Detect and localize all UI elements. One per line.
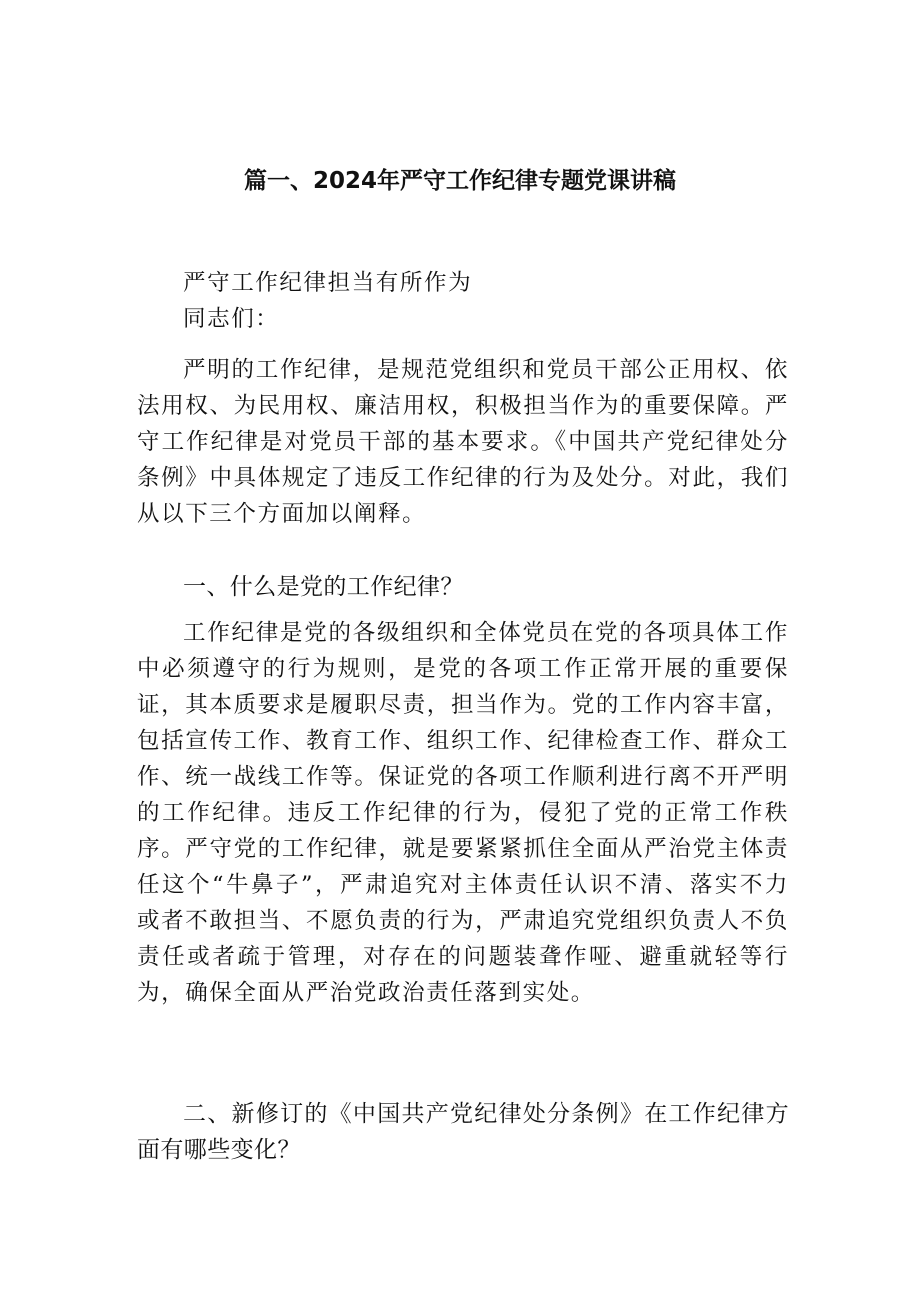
intro-paragraph: 严明的工作纪律，是规范党组织和党员干部公正用权、依法用权、为民用权、廉洁用权，积极担当作为的重要保障。严守工作纪律是对党员干部的基本要求。《中国共产党纪律处分条例》中具体规定了违反工作纪律的行为及处分。对此，我们从以下三个方面加以阐释。 [137,357,789,527]
section-heading-2: 二、新修订的《中国共产党纪律处分条例》在工作纪律方面有哪些变化？ [137,1101,789,1163]
document-title: 篇一、2024年严守工作纪律专题党课讲稿 [243,168,676,194]
document-subtitle: 严守工作纪律担当有所作为 [183,270,473,296]
salutation: 同志们： [183,306,280,332]
section-heading-1: 一、什么是党的工作纪律？ [183,574,464,600]
section-1-paragraph: 工作纪律是党的各级组织和全体党员在党的各项具体工作中必须遵守的行为规则，是党的各项工作正常开展的重要保证，其本质要求是履职尽责，担当作为。党的工作内容丰富，包括宣传工作、教育工作、组织工作、纪律检查工作、群众工作、统一战线工作等。保证党的各项工作顺利进行离不开严明的工作纪律。违反工作纪律的行为，侵犯了党的正常工作秩序。严守党的工作纪律，就是要紧紧抓住全面从严治党主体责任这个“牛鼻子”，严肃追究对主体责任认识不清、落实不力或者不敢担当、不愿负责的行为，严肃追究党组织负责人不负责任或者疏于管理，对存在的问题装聋作哑、避重就轻等行为，确保全面从严治党政治责任落到实处。 [137,620,789,1006]
